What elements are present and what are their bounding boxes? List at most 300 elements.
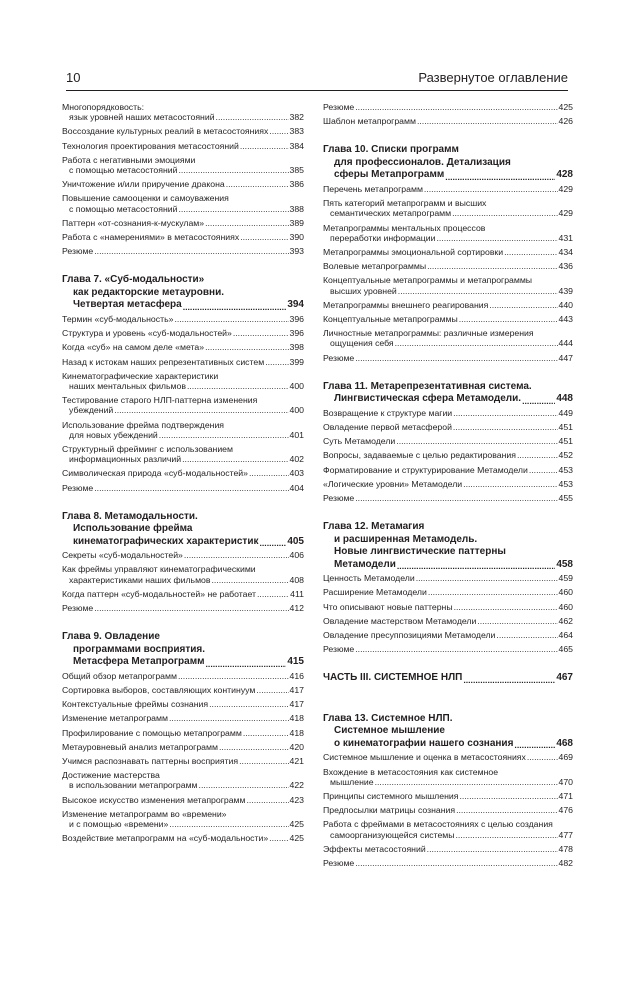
toc-entry [62, 314, 304, 324]
entry-last-line [62, 728, 304, 738]
leader-dots [233, 328, 289, 338]
leader-dots [416, 573, 558, 583]
entry-last-line [323, 479, 573, 489]
leader-dots [452, 208, 557, 218]
chapter-title-line: Глава 12. Метамагия [323, 521, 425, 533]
entry-last-line [323, 116, 573, 126]
toc-entry [323, 791, 573, 801]
entry-text: Суть Метамодели [323, 436, 396, 447]
entry-text: Форматирование и структурирование Метамодели [323, 464, 528, 475]
toc-entry [62, 179, 304, 189]
entry-text: Резюме [62, 603, 94, 614]
leader-dots [527, 752, 558, 762]
entry-text: Метауровневый анализ метапрограмм [62, 741, 218, 752]
entry-last-line [62, 483, 304, 493]
entry-last-line [323, 630, 573, 640]
page-ref: 393 [289, 246, 304, 257]
page-ref: 386 [289, 179, 304, 190]
leader-dots [355, 858, 557, 868]
entry-last-line [62, 603, 304, 613]
entry-last-line [62, 246, 304, 256]
entry-text: Воздействие метапрограмм на «суб-модальности» [62, 833, 269, 844]
chapter-title-line: Глава 13. Системное НЛП. [323, 712, 453, 724]
leader-dots [94, 603, 288, 613]
leader-dots [219, 742, 289, 752]
leader-dots [216, 112, 289, 122]
page-ref: 388 [289, 203, 304, 214]
toc-entry [62, 141, 304, 151]
toc-entry [62, 833, 304, 843]
chapter-title-line: Глава 11. Метарепрезентативная система. [323, 380, 532, 392]
toc-entry [62, 193, 304, 213]
entry-text: Вхождение в метасостояния как системное [323, 766, 499, 777]
toc-entry [62, 342, 304, 352]
entry-text-line [323, 198, 573, 208]
page-ref: 401 [289, 429, 304, 440]
leader-dots [205, 218, 288, 228]
leader-dots [169, 713, 289, 723]
entry-last-line [62, 589, 304, 599]
page-ref: 400 [289, 405, 304, 416]
chapter-title-line: Глава 10. Списки программ [323, 144, 459, 156]
chapter-title-line: как редакторские метауровни. [73, 286, 225, 298]
entry-text-line [62, 102, 304, 112]
page-ref: 469 [558, 752, 573, 763]
page-ref: 440 [558, 299, 573, 310]
toc-entry [323, 616, 573, 626]
entry-text: Принципы системного мышления [323, 791, 459, 801]
entry-text: Структура и уровень «суб-модальностей» [62, 328, 232, 339]
entry-text-line [323, 819, 573, 829]
leader-dots [375, 777, 558, 787]
chapter-title-line: и расширенная Метамодель. [334, 533, 478, 545]
entry-text: Концептуальные метапрограммы и метапрограммы [323, 275, 533, 286]
entry-text: Секреты «суб-модальностей» [62, 550, 183, 561]
entry-last-line [323, 450, 573, 460]
entry-text: убеждений [69, 405, 114, 416]
chapter-heading [323, 393, 573, 406]
entry-text: Что описывают новые паттерны [323, 601, 453, 612]
entry-text-line [62, 809, 304, 819]
entry-last-line [62, 833, 304, 843]
page-ref: 482 [558, 858, 573, 869]
page-ref: 476 [558, 805, 573, 816]
chapter-title-line: Новые лингвистические паттерны [334, 546, 506, 558]
entry-last-line [323, 408, 573, 418]
entry-text: Резюме [62, 246, 94, 257]
entry-last-line [62, 742, 304, 752]
page-ref: 459 [558, 573, 573, 584]
entry-last-line [323, 830, 573, 840]
page-ref: 415 [287, 656, 304, 668]
page-ref: 396 [289, 313, 304, 324]
part-heading [323, 672, 573, 685]
entry-text: и с помощью «времени» [69, 819, 169, 830]
page-ref: 436 [558, 261, 573, 272]
spacer [323, 685, 573, 699]
entry-text-line [323, 223, 573, 233]
toc-entry [323, 767, 573, 787]
leader-dots [259, 538, 286, 548]
page-ref: 460 [558, 587, 573, 598]
toc-entry [323, 102, 573, 112]
entry-last-line [323, 247, 573, 257]
leader-dots [178, 165, 288, 175]
toc-entry [62, 713, 304, 723]
toc-entry [62, 232, 304, 242]
chapter-heading [323, 738, 573, 751]
entry-text: Резюме [323, 352, 355, 363]
entry-text: с помощью метасостояний [69, 165, 178, 176]
leader-dots [436, 233, 557, 243]
entry-text: Резюме [323, 492, 355, 503]
entry-text: ощущения себя [330, 338, 394, 349]
entry-last-line [323, 436, 573, 446]
entry-text-line [62, 444, 304, 454]
entry-last-line [62, 756, 304, 766]
entry-last-line [323, 805, 573, 815]
spacer [323, 367, 573, 381]
page-ref: 417 [289, 699, 304, 710]
toc-entry [62, 564, 304, 584]
page-ref: 448 [556, 393, 573, 405]
page-ref: 383 [289, 126, 304, 137]
page-ref: 465 [558, 644, 573, 655]
leader-dots [249, 468, 289, 478]
entry-text: характеристиками наших фильмов [69, 574, 211, 585]
leader-dots [178, 671, 289, 681]
page-ref: 455 [558, 492, 573, 503]
toc-entry [323, 247, 573, 257]
leader-dots [182, 454, 288, 464]
entry-last-line [323, 858, 573, 868]
toc-entry [62, 420, 304, 440]
chapter-title-line: о кинематографии нашего сознания [334, 737, 514, 749]
chapter-title-line: Четвертая метасфера [73, 299, 182, 311]
page-ref: 398 [289, 342, 304, 353]
leader-dots [226, 179, 289, 189]
toc-entry [62, 357, 304, 367]
toc-entry [62, 756, 304, 766]
leader-dots [463, 675, 555, 685]
entry-last-line [323, 587, 573, 597]
entry-last-line [323, 102, 573, 112]
toc-entry [323, 353, 573, 363]
page-ref: 402 [289, 454, 304, 465]
entry-text-line [62, 564, 304, 574]
entry-text: Системное мышление и оценка в метасостояниях [323, 752, 526, 763]
entry-text-line [323, 275, 573, 285]
leader-dots [269, 126, 288, 136]
entry-last-line [323, 465, 573, 475]
page-ref: 468 [556, 737, 573, 749]
leader-dots [212, 575, 289, 585]
entry-text: Волевые метапрограммы [323, 261, 427, 272]
page-ref: 444 [558, 338, 573, 349]
entry-text: Учимся распознавать паттерны восприятия [62, 756, 239, 767]
chapter-title-line: Использование фрейма [73, 523, 193, 535]
leader-dots [246, 795, 288, 805]
entry-text: с помощью метасостояний [69, 203, 178, 214]
entry-text: семантических метапрограмм [330, 208, 452, 219]
chapter-heading [323, 559, 573, 572]
toc-entry [323, 479, 573, 489]
page-ref: 405 [287, 535, 304, 547]
page-ref: 389 [289, 217, 304, 228]
page-ref: 400 [289, 380, 304, 391]
leader-dots [489, 300, 557, 310]
toc-entry [62, 699, 304, 709]
page-ref: 439 [558, 285, 573, 296]
toc-entry [323, 644, 573, 654]
page-ref: 470 [558, 776, 573, 787]
entry-text: «Логические уровни» Метамодели [323, 478, 463, 489]
leader-dots [184, 550, 289, 560]
chapter-title-line: сферы Метапрограмм [334, 169, 445, 181]
entry-last-line [323, 233, 573, 243]
toc-entry [323, 587, 573, 597]
entry-last-line [62, 112, 304, 122]
entry-last-line [323, 644, 573, 654]
entry-text: самоорганизующейся системы [330, 829, 455, 840]
toc-entry [62, 126, 304, 136]
page-ref: 384 [289, 140, 304, 151]
entry-last-line [323, 573, 573, 583]
entry-text-line [62, 155, 304, 165]
leader-dots [94, 246, 288, 256]
entry-last-line [323, 314, 573, 324]
entry-last-line [62, 342, 304, 352]
toc-entry [62, 603, 304, 613]
spacer [323, 507, 573, 521]
leader-dots [178, 204, 288, 214]
leader-dots [522, 396, 555, 406]
entry-last-line [323, 602, 573, 612]
running-title: Развернутое оглавление [418, 70, 568, 85]
entry-text: Метапрограммы внешнего реагирования [323, 299, 489, 310]
leader-dots [257, 589, 289, 599]
entry-text: Резюме [323, 858, 355, 869]
entry-last-line [62, 713, 304, 723]
entry-text: Профилирование с помощью метапрограмм [62, 727, 242, 738]
toc-entry [323, 450, 573, 460]
entry-last-line [62, 141, 304, 151]
entry-text: Паттерн «от-сознания-к-мускулам» [62, 217, 205, 228]
entry-text: Когда паттерн «суб-модальностей» не работает [62, 588, 256, 599]
entry-last-line [62, 671, 304, 681]
entry-last-line [323, 777, 573, 787]
leader-dots [453, 422, 558, 432]
entry-text: Технология проектирования метасостояний [62, 140, 239, 151]
toc-entry [323, 408, 573, 418]
entry-text: мышление [330, 776, 374, 787]
leader-dots [240, 232, 288, 242]
page-ref: 425 [289, 819, 304, 830]
entry-text: в использовании метапрограмм [69, 780, 198, 791]
toc-entry [62, 102, 304, 122]
page-ref: 421 [289, 756, 304, 767]
entry-last-line [62, 780, 304, 790]
leader-dots [239, 756, 288, 766]
entry-text: наших ментальных фильмов [69, 380, 186, 391]
leader-dots [529, 465, 558, 475]
page-ref: 471 [558, 791, 573, 801]
leader-dots [427, 261, 557, 271]
entry-text: Тестирование старого НЛП-паттерна изменения [62, 395, 258, 406]
entry-text-line [323, 328, 573, 338]
chapter-title-line: кинематографических характеристик [73, 535, 259, 547]
entry-text: Работа с «намерениями» в метасостояниях [62, 232, 240, 243]
header-rule [66, 90, 568, 91]
leader-dots [417, 116, 558, 126]
toc-entry [323, 819, 573, 839]
page-number: 10 [66, 70, 81, 85]
leader-dots [456, 805, 557, 815]
entry-text: Общий обзор метапрограмм [62, 670, 177, 681]
entry-last-line [62, 430, 304, 440]
entry-text: Личностные метапрограммы: различные измерения [323, 328, 534, 339]
page-ref: 422 [289, 780, 304, 791]
toc-entry [323, 805, 573, 815]
leader-dots [183, 302, 287, 312]
leader-dots [504, 247, 557, 257]
entry-last-line [62, 381, 304, 391]
entry-text: Концептуальные метапрограммы [323, 313, 458, 324]
leader-dots [459, 791, 557, 801]
chapter-heading [62, 536, 304, 549]
page-ref: 390 [289, 232, 304, 243]
entry-text: Изменение метапрограмм во «времени» [62, 808, 227, 819]
entry-last-line [62, 357, 304, 367]
entry-text: Резюме [323, 102, 355, 112]
spacer [62, 260, 304, 274]
entry-text: Резюме [62, 482, 94, 493]
leader-dots [187, 381, 289, 391]
toc-entry [62, 728, 304, 738]
page-ref: 418 [289, 727, 304, 738]
chapter-title-line: Метамодели [334, 558, 396, 570]
entry-last-line [323, 353, 573, 363]
toc-entry [62, 483, 304, 493]
leader-dots [174, 314, 288, 324]
page-ref: 425 [289, 833, 304, 844]
spacer [323, 699, 573, 713]
toc-entry [323, 261, 573, 271]
page-ref: 462 [558, 615, 573, 626]
toc-entry [323, 858, 573, 868]
entry-last-line [62, 126, 304, 136]
leader-dots [456, 830, 558, 840]
entry-last-line [323, 616, 573, 626]
leader-dots [94, 483, 288, 493]
leader-dots [355, 493, 557, 503]
page-ref: 418 [289, 713, 304, 724]
leader-dots [453, 408, 557, 418]
entry-text: Уничтожение и/или приручение дракона [62, 179, 225, 190]
entry-text: высших уровней [330, 285, 397, 296]
entry-last-line [62, 179, 304, 189]
entry-last-line [62, 795, 304, 805]
page-ref: 396 [289, 328, 304, 339]
entry-text: Овладение мастерством Метамодели [323, 615, 477, 626]
entry-last-line [323, 493, 573, 503]
entry-text: Изменение метапрограмм [62, 713, 168, 724]
leader-dots [463, 479, 557, 489]
entry-last-line [62, 405, 304, 415]
toc-entry [323, 493, 573, 503]
page-ref: 412 [289, 603, 304, 614]
leader-dots [445, 172, 555, 182]
entry-text: Возвращение к структуре магии [323, 407, 453, 418]
leader-dots [517, 450, 558, 460]
chapter-title-line: Глава 7. «Суб-модальности» [62, 274, 205, 286]
toc-entry [323, 198, 573, 218]
leader-dots [428, 587, 558, 597]
page-ref: 443 [558, 313, 573, 324]
entry-text-line [62, 395, 304, 405]
entry-last-line [62, 204, 304, 214]
toc-entry [62, 671, 304, 681]
page-ref: 399 [289, 356, 304, 367]
toc-entry [62, 685, 304, 695]
spacer [323, 658, 573, 672]
entry-last-line [323, 300, 573, 310]
chapter-title-line: Метасфера Метапрограмм [73, 656, 205, 668]
page-header [66, 70, 568, 90]
entry-last-line [62, 699, 304, 709]
leader-dots [459, 314, 558, 324]
entry-last-line [323, 422, 573, 432]
entry-text: Термин «суб-модальность» [62, 313, 174, 324]
page-ref: 452 [558, 450, 573, 461]
page-ref: 451 [558, 421, 573, 432]
toc-entry [62, 395, 304, 415]
toc-entry [323, 844, 573, 854]
entry-text: Овладение первой метасферой [323, 421, 452, 432]
chapter-title-line: Системное мышление [334, 725, 445, 737]
toc-entry [62, 328, 304, 338]
toc-entry [323, 223, 573, 243]
toc-entry [323, 630, 573, 640]
toc-entry [62, 444, 304, 464]
entry-text: Работа с негативными эмоциями [62, 154, 196, 165]
entry-last-line [323, 184, 573, 194]
entry-last-line [323, 286, 573, 296]
toc-entry [62, 809, 304, 829]
page-ref: 453 [558, 478, 573, 489]
page-ref: 423 [289, 794, 304, 805]
part-title: ЧАСТЬ III. СИСТЕМНОЕ НЛП [323, 672, 463, 684]
entry-text-line [62, 371, 304, 381]
toc-entry [323, 436, 573, 446]
entry-text: информационных различий [69, 454, 182, 465]
leader-dots [396, 436, 557, 446]
entry-text: Высокое искусство изменения метапрограмм [62, 794, 246, 805]
entry-text: Пять категорий метапрограмм и высших [323, 198, 487, 209]
page-ref: 416 [289, 670, 304, 681]
entry-text: Метапрограммы эмоциональной сортировки [323, 246, 504, 257]
toc-entry [323, 602, 573, 612]
leader-dots [114, 405, 288, 415]
page-ref: 394 [287, 299, 304, 311]
page-ref: 429 [558, 183, 573, 194]
entry-text: Сортировка выборов, составляющих континуум [62, 685, 256, 695]
toc-entry [323, 422, 573, 432]
entry-last-line [62, 314, 304, 324]
page-ref: 464 [558, 629, 573, 640]
leader-dots [256, 685, 288, 695]
toc-entry [323, 275, 573, 295]
